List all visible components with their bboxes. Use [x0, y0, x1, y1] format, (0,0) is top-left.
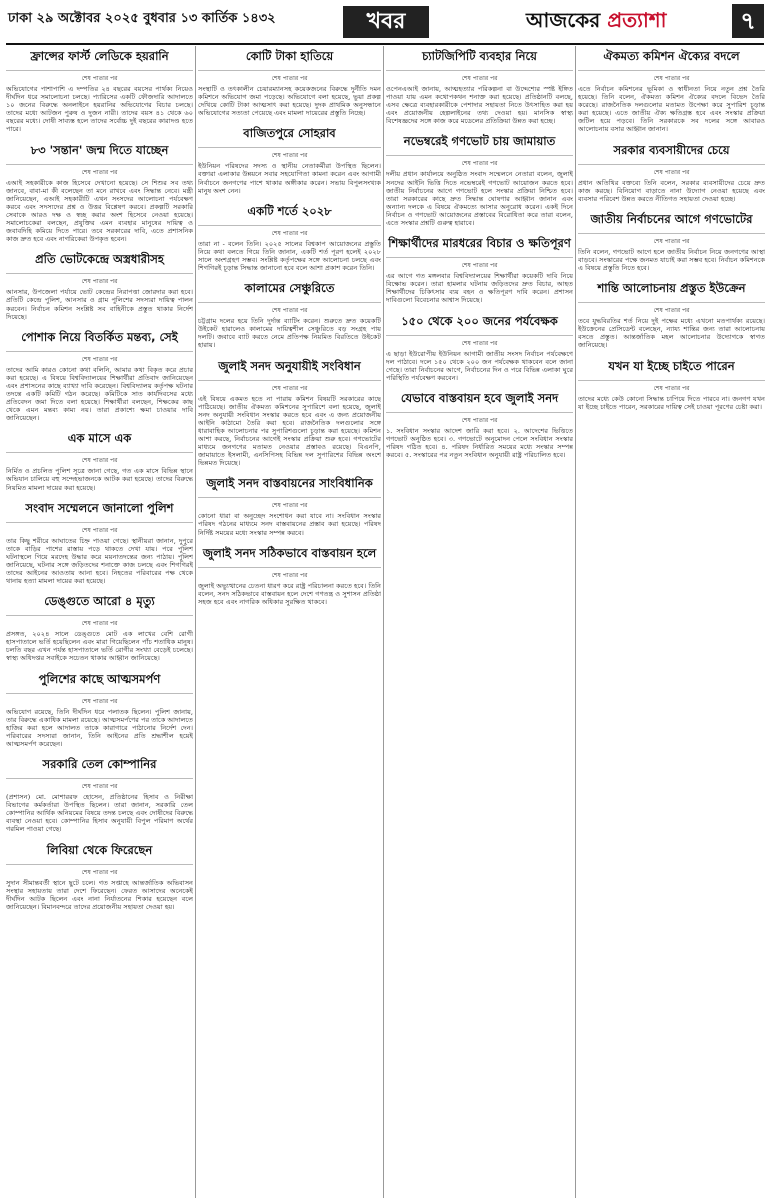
news-story — [6, 498, 193, 586]
story-body: এর আগে গত মঙ্গলবার বিশ্ববিদ্যালয়ের শিক্ষার্থীরা কয়েকটি দাবি নিয়ে বিক্ষোভ করেন। তারা হামলার ঘটনায় জড়িতদের দ্রুত বিচার, আহত শিক্ষার্থীদের চিকিৎসার ব্যয় বহন ও ক্ষতিপূরণ দাবি করেন। প্রশাসন দাবিগুলো বিবেচনার আশ্বাস দিয়েছে। — [386, 272, 573, 305]
story-body: নির্মিত ও প্রচলিত পুলিশ সূত্রে জানা গেছে, গত এক মাসে বিভিন্ন স্থানে অভিযান চালিয়ে বহু সন্দেহভাজনকে আটক করা হয়েছে। তাদের বিরুদ্ধে নিয়মিত মামলা দায়ের করা হয়েছে। — [6, 467, 193, 492]
story-body: অভিযোগ রয়েছে, তিনি দীর্ঘদিন ধরে পলাতক ছিলেন। পুলিশ জানায়, তার বিরুদ্ধে একাধিক মামলা রয়েছে। আত্মসমর্পণের পর তাকে আদালতে হাজির করা হলে আদালত তাকে কারাগারে পাঠানোর নির্দেশ দেন। পরিবারের সদস্যরা জানান, তিনি আইনের প্রতি শ্রদ্ধাশীল হয়েই আত্মসমর্পণ করেছেন। — [6, 707, 193, 748]
story-body: জুলাই অভ্যুত্থানের চেতনা ধারণ করে রাষ্ট্র পরিচালনা করতে হবে। তিনি বলেন, সনদ সঠিকভাবে বাস্তবায়ন হলে দেশে গণতন্ত্র ও সুশাসন প্রতিষ্ঠা সহজ হবে এবং নাগরিক অধিকার সুরক্ষিত থাকবে। — [198, 581, 381, 606]
news-story — [578, 140, 765, 203]
story-headline: সংবাদ সম্মেলনে জানালো পুলিশ — [6, 498, 193, 523]
newspaper-masthead — [526, 6, 666, 39]
story-headline: ফ্রান্সের ফার্স্ট লেডিকে হয়রানি — [6, 46, 193, 71]
story-headline: পোশাক নিয়ে বিতর্কিত মন্তব্য, সেই — [6, 327, 193, 352]
continuation-note: শেষ পাতার পর — [461, 160, 498, 168]
story-headline: চ্যাটজিপিটি ব্যবহার নিয়ে — [386, 46, 573, 71]
continuation-note: শেষ পাতার পর — [81, 355, 118, 363]
continuation-note: শেষ পাতার পর — [461, 75, 498, 82]
news-story — [386, 46, 573, 125]
continuation-note: শেষ পাতার পর — [81, 697, 118, 705]
story-body: ১. সংবিধান সংস্কার আদেশ জারি করা হবে। ২. আদেশের ভিত্তিতে গণভোট অনুষ্ঠিত হবে। ৩. গণভোটে অনুমোদন পেলে সংবিধান সংস্কার পরিষদ গঠিত হবে। ৪. পরিষদ নির্ধারিত সময়ের মধ্যে সংস্কার সম্পন্ন করবে। ৫. সংস্কারের পর নতুন সংবিধান অনুযায়ী রাষ্ট্র পরিচালিত হবে। — [386, 426, 573, 460]
column-divider — [383, 46, 384, 1198]
news-story — [198, 356, 381, 468]
story-headline: সরকারি তেল কোম্পানির — [6, 754, 193, 779]
story-body: তিনি বলেন, গণভোট আগে হলে জাতীয় নির্বাচন নিয়ে জনগণের আস্থা বাড়বে। সংস্কারের পক্ষে জনমত যাচাই করা সম্ভব হবে। নির্বাচন কমিশনকে এ বিষয়ে প্রস্তুতি নিতে হবে। — [578, 247, 765, 273]
news-story — [578, 46, 765, 134]
column-3 — [386, 46, 573, 1198]
story-headline: কোটি টাকা হাতিয়ে — [198, 46, 381, 71]
masthead-first-word: আজকের — [526, 8, 601, 32]
story-body: প্রধান অতিথির বক্তব্যে তিনি বলেন, সরকার ব্যবসায়ীদের চেয়ে দ্রুত কাজ করছে। বিনিয়োগ বাড়াতে নানা উদ্যোগ নেওয়া হয়েছে এবং ব্যবসার পরিবেশ উন্নত করতে নীতিগত সহায়তা দেওয়া হচ্ছে। — [578, 178, 765, 203]
continuation-note: শেষ পাতার পর — [271, 75, 308, 82]
continuation-note: শেষ পাতার পর — [81, 168, 118, 176]
continuation-note: শেষ পাতার পর — [271, 502, 308, 510]
story-body: দলীয় প্রধান কার্যালয়ে অনুষ্ঠিত সংবাদ সম্মেলনে নেতারা বলেন, জুলাই সনদের আইনি ভিত্তি দিতে নভেম্বরেই গণভোট আয়োজন করতে হবে। জাতীয় নির্বাচনের আগে গণভোট হলে সংস্কার প্রক্রিয়া নিশ্চিত হবে। তারা সরকারের কাছে দ্রুত সিদ্ধান্ত ঘোষণার আহ্বান জানান এবং অন্যান্য দলকে এ বিষয়ে ঐকমত্যে আসার অনুরোধ করেন। একই দিনে নির্বাচন ও গণভোট আয়োজনের প্রস্তাবের বিরোধিতা করে তারা বলেন, এতে সংস্কার প্রশ্নটি গুরুত্ব হারাবে। — [386, 170, 573, 228]
story-headline: যখন যা ইচ্ছে চাইতে পারেন — [578, 356, 765, 381]
story-body: চট্টগ্রাম দলের হয়ে তিনি দুর্দান্ত ব্যাটিং করেন। শুরুতে দ্রুত কয়েকটি উইকেট হারালেও কালামের দায়িত্বশীল সেঞ্চুরিতে বড় সংগ্রহ পায় দলটি। জবাবে ব্যাট করতে নেমে প্রতিপক্ষ নিয়মিত বিরতিতে উইকেট হারায়। — [198, 317, 381, 350]
news-story — [6, 46, 193, 134]
story-headline: একটি শর্তে ২০২৮ — [198, 201, 381, 226]
news-story — [386, 311, 573, 382]
story-body: তাদের আমি কারও কোনো কথা বলিনি, আমার কথা বিকৃত করে প্রচার করা হয়েছে। এ বিষয়ে বিশ্ববিদ্যালয়ের শিক্ষার্থীরা প্রতিবাদ জানিয়েছেন এবং প্রশাসনের কাছে ব্যাখ্যা দাবি করেছেন। বিশ্ববিদ্যালয় কর্তৃপক্ষ ঘটনার তদন্তে একটি কমিটি গঠন করেছে। কমিটিকে সাত কার্যদিবসের মধ্যে প্রতিবেদন জমা দিতে বলা হয়েছে। শিক্ষার্থীরা বলছেন, শিক্ষকের কাছ থেকে এমন মন্তব্য কাম্য নয়। তারা প্রকাশ্যে ক্ষমা চাওয়ার দাবি জানিয়েছেন। — [6, 365, 193, 423]
continuation-note: শেষ পাতার পর — [81, 868, 118, 876]
story-headline: বাজিতপুরে সোহরাব — [198, 123, 381, 148]
continuation-note: শেষ পাতার পর — [653, 237, 690, 245]
header-rule — [6, 43, 764, 45]
story-headline: নভেম্বরেই গণভোট চায় জামায়াত — [386, 131, 573, 156]
continuation-note: শেষ পাতার পর — [81, 457, 118, 465]
story-body: ওপেনএআই জানায়, আত্মহত্যার পরিকল্পনা বা উদ্দেশ্যের স্পষ্ট ইঙ্গিত পাওয়া যায় এমন কথোপকথন শনাক্ত করা হয়েছে। প্রতিষ্ঠানটি বলছে, এসব ক্ষেত্রে ব্যবহারকারীকে পেশাদার সহায়তা নিতে উৎসাহিত করা হয় এবং প্রয়োজনীয় হেল্পলাইনের তথ্য দেওয়া হয়। মানসিক স্বাস্থ্য বিশেষজ্ঞদের সঙ্গে কাজ করে মডেলের প্রতিক্রিয়া উন্নত করা হচ্ছে। — [386, 85, 573, 126]
news-story — [198, 543, 381, 606]
continuation-note: শেষ পাতার পর — [271, 571, 308, 579]
story-body: (প্রশাসন) মো. মোশাররফ হোসেন, প্রতিষ্ঠানের হিসাব ও নিরীক্ষা বিভাগের কর্মকর্তারা উপস্থিত ছিলেন। তারা জানান, সরকারি তেল কোম্পানির আর্থিক অনিয়মের বিষয়ে তদন্ত চলছে এবং দোষীদের বিরুদ্ধে ব্যবস্থা নেওয়া হবে। কোম্পানির হিসাব অনুযায়ী বিপুল পরিমাণ অর্থের গরমিল পাওয়া গেছে। — [6, 793, 193, 834]
continuation-note: শেষ পাতার পর — [81, 620, 118, 628]
story-headline: ঐকমত্য কমিশন ঐক্যের বদলে — [578, 46, 765, 71]
story-body: অভিযোগের পাশাপাশি এ দম্পতির ২৪ বছরের বয়সের পার্থক্য নিয়েও দীর্ঘদিন ধরে সমালোচনা চলছে। প্যারিসের একটি ফৌজদারি আদালতে ১০ জনের বিরুদ্ধে অনলাইনে হয়রানির অভিযোগের বিচার চলছে। তাদের মধ্যে আটজন পুরুষ ও দুজন নারী। তাদের বয়স ৪১ থেকে ৬০ বছরের মধ্যে। দোষী সাব্যস্ত হলে তাদের সর্বোচ্চ দুই বছরের কারাদণ্ড হতে পারে। — [6, 85, 193, 134]
page-header — [0, 0, 770, 44]
continuation-note: শেষ পাতার পর — [653, 384, 690, 392]
column-2 — [198, 46, 381, 1198]
news-story — [6, 840, 193, 911]
news-story — [6, 754, 193, 833]
continuation-note: শেষ পাতার পর — [461, 262, 498, 270]
story-headline: ১৫০ থেকে ২০০ জনের পর্যবেক্ষক — [386, 311, 573, 336]
story-body: এ ছাড়া ইউরোপীয় ইউনিয়ন আগামী জাতীয় সংসদ নির্বাচন পর্যবেক্ষণে দল পাঠাবে। দলে ১৫০ থেকে ২০০ জন পর্যবেক্ষক থাকবেন বলে জানা গেছে। তারা নির্বাচনের আগে, নির্বাচনের দিন ও পরে বিভিন্ন এলাকা ঘুরে পরিস্থিতি পর্যবেক্ষণ করবেন। — [386, 349, 573, 382]
news-story — [6, 140, 193, 244]
column-1 — [6, 46, 193, 1198]
continuation-note: শেষ পাতার পর — [653, 75, 690, 82]
news-story — [198, 201, 381, 272]
story-headline: ৮৩ 'সন্তান' জন্ম দিতে যাচ্ছেন — [6, 140, 193, 165]
story-body: তবে যুদ্ধবিরতির শর্ত নিয়ে দুই পক্ষের মধ্যে এখনো মতপার্থক্য রয়েছে। ইউক্রেনের প্রেসিডেন্ট বলেছেন, ন্যায্য শান্তির জন্য তারা আলোচনায় বসতে প্রস্তুত। আন্তর্জাতিক মহল আলোচনার উদ্যোগকে স্বাগত জানিয়েছে। — [578, 317, 765, 350]
column-4 — [578, 46, 765, 1198]
news-story — [578, 356, 765, 411]
masthead-second-word: প্রত্যাশা — [607, 8, 667, 32]
news-story — [386, 131, 573, 227]
page-number: ৭ — [732, 4, 764, 38]
story-headline: প্রতি ভোটকেন্দ্রে অস্ত্রধারীসহ — [6, 249, 193, 274]
column-divider — [575, 46, 576, 1198]
story-body: তারা না - বলেন তিনি। ২০২৫ সালের বিশ্বকাপ আয়োজনের প্রস্তুতি নিয়ে কথা বলতে গিয়ে তিনি জানান, একটি শর্ত পূরণ হলেই ২০২৮ সালে অংশগ্রহণ সম্ভব। সংশ্লিষ্ট কর্তৃপক্ষের সঙ্গে আলোচনা চলছে এবং শিগগিরই চূড়ান্ত সিদ্ধান্ত জানানো হবে বলে আশা প্রকাশ করেন তিনি। — [198, 239, 381, 273]
continuation-note: শেষ পাতার পর — [461, 339, 498, 347]
section-title: খবর — [343, 6, 429, 38]
continuation-note: শেষ পাতার পর — [81, 526, 118, 534]
news-story — [6, 669, 193, 748]
story-body: সংস্থাটি ও তৎকালীন চেয়ারম্যানসহ কয়েকজনের বিরুদ্ধে দুর্নীতি দমন কমিশনে অভিযোগ জমা পড়েছে। অভিযোগে বলা হয়েছে, ভুয়া প্রকল্প দেখিয়ে কোটি টাকা আত্মসাৎ করা হয়েছে। দুদক প্রাথমিক অনুসন্ধানে অভিযোগের সত্যতা পেয়েছে এবং মামলা দায়েরের প্রস্তুতি নিচ্ছে। — [198, 85, 381, 118]
news-story — [198, 46, 381, 117]
story-headline: পুলিশের কাছে আত্মসমর্পণ — [6, 669, 193, 694]
story-headline: লিবিয়া থেকে ফিরেছেন — [6, 840, 193, 865]
story-headline: জুলাই সনদ বাস্তবায়নের সাংবিধানিক — [198, 473, 381, 498]
story-headline: জুলাই সনদ অনুযায়ীই সংবিধান — [198, 356, 381, 381]
dateline: ঢাকা ২৯ অক্টোবর ২০২৫ বুধবার ১৩ কার্তিক ১৪৩২ — [8, 11, 276, 26]
news-story — [386, 233, 573, 304]
story-body: আনসার, উপজেলা পর্যায়ে ভোট কেন্দ্রের নিরাপত্তা জোরদার করা হবে। প্রতিটি কেন্দ্রে পুলিশ, আনসার ও গ্রাম পুলিশের সদস্যরা দায়িত্ব পালন করবেন। নির্বাচন কমিশন সংশ্লিষ্ট সব বাহিনীকে প্রস্তুত থাকার নির্দেশ দিয়েছে। — [6, 288, 193, 321]
continuation-note: শেষ পাতার পর — [271, 307, 308, 315]
news-story — [198, 278, 381, 349]
news-story — [6, 327, 193, 423]
story-headline: সরকার ব্যবসায়ীদের চেয়ে — [578, 140, 765, 165]
continuation-note: শেষ পাতার পর — [461, 416, 498, 424]
news-story — [6, 249, 193, 320]
story-body: ইউনিয়ন পরিষদের সদস্য ও স্থানীয় নেতাকর্মীরা উপস্থিত ছিলেন। বক্তারা এলাকার উন্নয়নে সবার সহযোগিতা কামনা করেন এবং আগামী নির্বাচনে জনগণের পাশে থাকার অঙ্গীকার করেন। সভায় বিপুলসংখ্যক মানুষ অংশ নেন। — [198, 162, 381, 195]
continuation-note: শেষ পাতার পর — [271, 384, 308, 392]
story-headline: যেভাবে বাস্তবায়ন হবে জুলাই সনদ — [386, 388, 573, 413]
story-headline: শিক্ষার্থীদের মারধরের বিচার ও ক্ষতিপূরণ — [386, 233, 573, 258]
continuation-note: শেষ পাতার পর — [653, 307, 690, 315]
story-body: এআই সহকারীকে কাজ হিসেবে দেখানো হয়েছে। সে শিশুর সব তথ্য জানবে, বাবা-মা কী বলেছেন তা মনে রাখবে এবং সিদ্ধান্ত নেবে। মন্ত্রী জানিয়েছেন, এআই সহকারীটি এখন সংসদের আলোচনা পর্যবেক্ষণ করবে এবং সদস্যদের প্রশ্ন ও উত্তর বিশ্লেষণ করবে। প্রকল্পটি সরকারি সেবাকে আরও দক্ষ ও স্বচ্ছ করার অংশ হিসেবে নেওয়া হয়েছে। সমালোচকেরা বলছেন, প্রযুক্তির এমন ব্যবহার মানুষের দায়িত্ব ও জবাবদিহি কমিয়ে দিতে পারে। তবে সরকারের দাবি, এতে প্রশাসনিক কাজ দ্রুত হবে এবং নাগরিকেরা উপকৃত হবেন। — [6, 178, 193, 244]
news-story — [6, 591, 193, 662]
news-story — [578, 209, 765, 272]
continuation-note: শেষ পাতার পর — [653, 168, 690, 176]
continuation-note: শেষ পাতার পর — [81, 783, 118, 791]
story-body: সুদান সীমান্তবর্তী স্থানে ছুটে চলে। গত সপ্তাহে আন্তর্জাতিক অভিবাসন সংস্থার সহায়তায় তারা দেশে ফিরেছেন। ফেরত আসাদের অনেকেই দীর্ঘদিন আটক ছিলেন এবং নানা নির্যাতনের শিকার হয়েছেন বলে জানিয়েছেন। বিমানবন্দরে তাদের প্রয়োজনীয় সহায়তা দেওয়া হয়। — [6, 878, 193, 911]
story-headline: জুলাই সনদ সঠিকভাবে বাস্তবায়ন হলে — [198, 543, 381, 568]
story-body: এতে নির্বাচন কমিশনের ভূমিকা ও স্বাধীনতা নিয়ে নতুন প্রশ্ন তৈরি হয়েছে। তিনি বলেন, ঐকমত্য কমিশন ঐক্যের বদলে বিভেদ তৈরি করেছে। রাজনৈতিক দলগুলোর মতামত উপেক্ষা করে সুপারিশ চূড়ান্ত করা হয়েছে। এতে জাতীয় ঐক্য ক্ষতিগ্রস্ত হবে এবং সংস্কার প্রক্রিয়া জটিল হয়ে পড়বে। তিনি সরকারকে সব দলের সঙ্গে আবারও আলোচনায় বসার আহ্বান জানান। — [578, 85, 765, 134]
story-headline: জাতীয় নির্বাচনের আগে গণভোটের — [578, 209, 765, 234]
story-headline: শান্তি আলোচনায় প্রস্তুত ইউক্রেন — [578, 278, 765, 303]
column-divider — [195, 46, 196, 1198]
story-body: কোনো ধারা বা অনুচ্ছেদ সংশোধন করা যাবে না। সংবিধান সংস্কার পরিষদ গঠনের মাধ্যমে সনদ বাস্তবায়নের প্রস্তাব করা হয়েছে। পরিষদ নির্দিষ্ট সময়ের মধ্যে সংস্কার সম্পন্ন করবে। — [198, 512, 381, 537]
news-story — [6, 428, 193, 491]
continuation-note: শেষ পাতার পর — [81, 278, 118, 286]
story-body: তার কিছু শরীরে আঘাতের চিহ্ন পাওয়া গেছে। স্থানীয়রা জানান, দুপুরে তাকে বাড়ির পাশের রাস্তায় পড়ে থাকতে দেখা যায়। পরে পুলিশ ঘটনাস্থলে গিয়ে মরদেহ উদ্ধার করে ময়নাতদন্তের জন্য পাঠায়। পুলিশ জানিয়েছে, ঘটনার সঙ্গে জড়িতদের শনাক্তে কাজ চলছে এবং শিগগিরই তাদের আইনের আওতায় আনা হবে। নিহতের পরিবারের পক্ষ থেকে থানায় হত্যা মামলা দায়ের করা হয়েছে। — [6, 536, 193, 586]
story-headline: এক মাসে এক — [6, 428, 193, 453]
story-body: প্রসঙ্গত, ২০২৪ সালে ডেঙ্গুতে মোট এক লাখের বেশি রোগী হাসপাতালে ভর্তি হয়েছিলেন এবং মারা গিয়েছিলেন পাঁচ শতাধিক মানুষ। চলতি বছর এখন পর্যন্ত হাসপাতালে ভর্তি রোগীর সংখ্যা বেড়েই চলেছে। স্বাস্থ্য অধিদপ্তর সবাইকে সচেতন থাকার আহ্বান জানিয়েছে। — [6, 630, 193, 663]
news-story — [578, 278, 765, 349]
continuation-note: শেষ পাতার পর — [81, 75, 118, 82]
continuation-note: শেষ পাতার পর — [271, 152, 308, 160]
story-body: তাদের মধ্যে কেউ কোনো সিদ্ধান্ত চাপিয়ে দিতে পারবে না। জনগণ যখন যা ইচ্ছে চাইতে পারেন, সরকারের দায়িত্ব সেই চাওয়া পূরণের চেষ্টা করা। — [578, 394, 765, 411]
continuation-note: শেষ পাতার পর — [271, 229, 308, 237]
news-story — [198, 473, 381, 536]
story-headline: ডেঙ্গুতে আরো ৪ মৃত্যু — [6, 591, 193, 616]
news-story — [386, 388, 573, 459]
news-story — [198, 123, 381, 194]
story-body: এই বিষয়ে একমত হতে না পারায় কমিশন বিষয়টি সরকারের কাছে পাঠিয়েছে। জাতীয় ঐকমত্য কমিশনের সুপারিশে বলা হয়েছে, জুলাই সনদ অনুযায়ী সংবিধান সংস্কার করতে হবে এবং এ জন্য প্রয়োজনীয় আইনি কাঠামো তৈরি করা হবে। রাজনৈতিক দলগুলোর সঙ্গে ধারাবাহিক আলোচনার পর সুপারিশগুলো চূড়ান্ত করা হয়েছে। কমিশন আশা করছে, নির্বাচনের আগেই সংস্কার প্রক্রিয়া শুরু হবে। গণভোটের মাধ্যমে জনগণের মতামত নেওয়ার প্রস্তাবও রয়েছে। বিএনপি, জামায়াতে ইসলামী, এনসিপিসহ বিভিন্ন দল সুপারিশের বিভিন্ন অংশে ভিন্নমত দিয়েছে। — [198, 394, 381, 468]
story-headline: কালামের সেঞ্চুরিতে — [198, 278, 381, 303]
